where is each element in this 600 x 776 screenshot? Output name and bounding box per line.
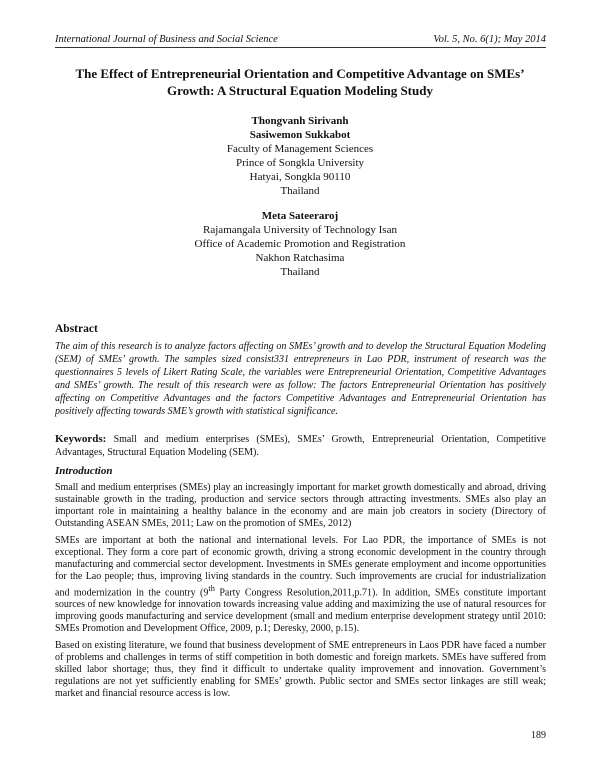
paper-title [50,65,550,99]
page-number: 189 [531,730,546,741]
running-header [55,33,546,46]
volume-issue: Vol. 5, No. 6(1); May 2014 [433,34,546,45]
abstract-section [55,323,546,418]
author-block-1 [0,114,600,198]
intro-paragraph-3: Based on existing literature, we found that business development of SME entrepreneurs in Laos PDR have faced a number of problems and challenges in terms of stiff competition in both domestic and foreign markets. SMEs have suffered from skilled labor shortage; thus, they find it difficult to undertake quality improvement and innovation. Government’s regulations are not yet sufficiently enabling for SMEs’ growth. Public sector and SMEs sector linkages are still weak; market and financial resource access is low. [55,640,546,700]
paragraph-text: SMEs are important at both the national and international levels. For Lao PDR, the importance of SMEs is not exceptional. They form a core part of economic growth, driving a strong economic development in the country through manufacturing and commercial sector development. Investments in SMEs generate employment and income opportunities for the Lao people; thus, improving living standards in the country. Such improvements are crucial for industrialization and modernization in the country (9 [55,535,546,599]
affiliation-line: Nakhon Ratchasima [255,252,345,264]
affiliation-line: Hatyai, Songkla 90110 [249,171,351,183]
title-line-1: The Effect of Entrepreneurial Orientation and Competitive Advantage on SMEs’ [75,66,525,81]
abstract-text: The aim of this research is to analyze factors affecting on SMEs’ growth and to develop the Structural Equation Modeling (SEM) of SMEs’ growth. The samples sized consist331 entrepreneurs in Lao PDR, instrument of research was the questionnaires 5 levels of Likert Rating Scale, the variables were Entrepreneurial Orientation, Competitive Advantages and SMEs’ growth. The result of this research were as follow: The factors Entrepreneurial Orientation has positively affecting on Competitive Advantages and the factors Competitive Advantages and Entrepreneurial Orientation has positively affecting towards SME’s growth with statistical significance. [55,341,546,417]
paragraph-text: Party Congress Resolution,2011,p.71). In addition, SMEs constitute important sources of new knowledge for innovation towards increasing value adding and maximizing the use of natural resources for improving goods manufacturing and service development (small and medium enterprise development strategy until 2010: SMEs Promotion and Development Office, 2009, p.1; Deresky, 2000, p.15). [55,587,546,635]
intro-paragraph-1: Small and medium enterprises (SMEs) play an increasingly important for market growth domestically and abroad, driving sustainable growth in the trading, production and service sectors through attracting investments. SMEs also play an important role in maintaining a healthy balance in the economy and are main job creators in society (Directory of Outstanding ASEAN SMEs, 2011; Law on the promotion of SMEs, 2012) [55,482,546,529]
keywords-section [55,433,546,459]
abstract-heading: Abstract [55,323,98,335]
author-name: Thongvanh Sirivanh [251,115,349,127]
intro-paragraph-2 [55,535,546,635]
introduction-section [55,465,546,705]
affiliation-line: Office of Academic Promotion and Registration [194,238,406,250]
author-block-2 [0,209,600,279]
affiliation-line: Thailand [280,266,320,278]
introduction-heading: Introduction [55,465,113,477]
header-rule [55,47,546,48]
journal-name: International Journal of Business and Social Science [55,34,278,45]
keywords-text: Small and medium enterprises (SMEs), SMEs’ Growth, Entrepreneurial Orientation, Competitive Advantages, Structural Equation Modeling (SEM). [55,434,546,458]
author-name: Meta Sateeraroj [261,210,339,222]
affiliation-line: Prince of Songkla University [235,157,364,169]
keywords-label: Keywords: [55,433,107,445]
superscript: th [208,584,215,593]
affiliation-line: Thailand [280,185,320,197]
title-line-2: Growth: A Structural Equation Modeling Study [167,83,433,98]
author-name: Sasiwemon Sukkabot [249,129,351,141]
affiliation-line: Rajamangala University of Technology Isan [203,224,397,236]
affiliation-line: Faculty of Management Sciences [226,143,374,155]
